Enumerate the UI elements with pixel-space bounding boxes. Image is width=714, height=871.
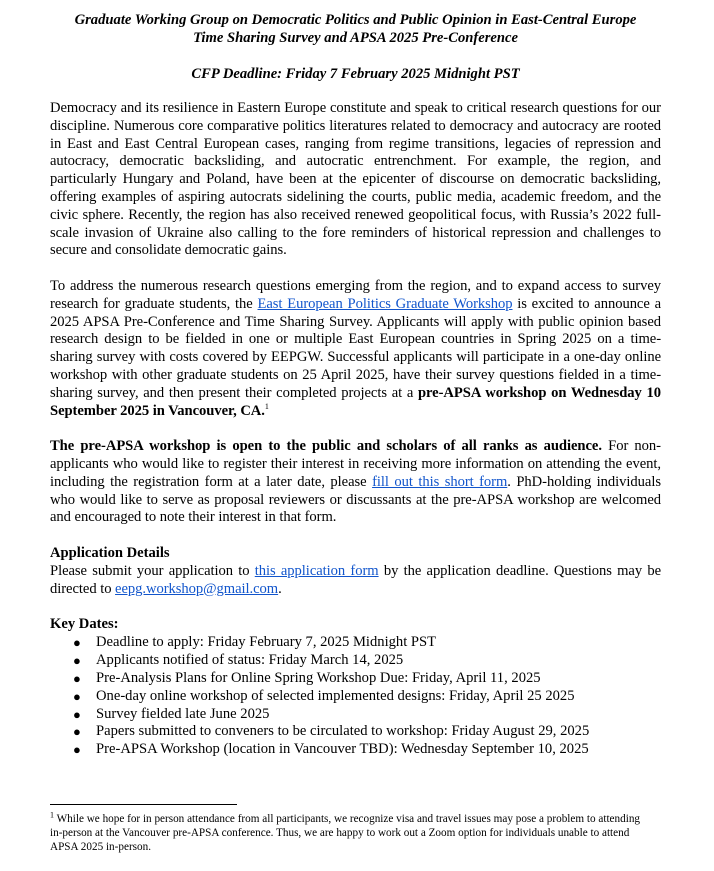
list-item	[73, 741, 661, 759]
key-date-text: Pre-Analysis Plans for Online Spring Workshop Due: Friday, April 11, 2025	[96, 669, 541, 686]
bullet-icon: ●	[73, 724, 81, 740]
application-form-link[interactable]: this application form	[254, 562, 379, 579]
bullet-icon: ●	[73, 652, 81, 668]
application-text-2: by the application deadline. Questions may be directed to	[50, 562, 661, 597]
workshop-paragraph	[50, 438, 661, 527]
footnote	[50, 812, 640, 854]
key-date-text: Papers submitted to conveners to be circulated to workshop: Friday August 29, 2025	[96, 723, 590, 740]
list-item	[73, 669, 661, 688]
eepgw-link[interactable]: East European Politics Graduate Workshop	[257, 295, 513, 312]
bullet-icon: ●	[73, 688, 81, 704]
list-item	[73, 723, 661, 741]
bullet-icon: ●	[73, 670, 81, 686]
key-date-text: Applicants notified of status: Friday March 14, 2025	[96, 651, 404, 668]
contact-email-link[interactable]: eepg.workshop@gmail.com	[115, 580, 279, 597]
key-date-text: Survey fielded late June 2025	[96, 705, 270, 722]
workshop-text-1: For non-applicants who would like to register their interest in receiving more information on attending the event, including the registration form at a later date, please	[50, 438, 661, 490]
announcement-paragraph	[50, 278, 661, 420]
list-item	[73, 705, 661, 724]
announcement-text-1: To address the numerous research questions emerging from the region, and to expand access to survey research for graduate students, the	[50, 277, 661, 312]
bullet-icon: ●	[73, 634, 81, 650]
announcement-text-2: is excited to announce a 2025 APSA Pre-Conference and Time Sharing Survey. Applicants will apply with public opinion based research design to be fielded in one or multiple East European countries in Spring 2025 on a time-sharing survey with costs covered by EEPGW. Successful applicants will participate in a one-day online workshop with other graduate students on 25 April 2025, have their survey questions fielded in a time-sharing survey, and then present their completed projects at a	[50, 295, 661, 401]
title-line-2: Time Sharing Survey and APSA 2025 Pre-Conference	[193, 30, 518, 46]
list-item	[73, 633, 661, 652]
title-line-1: Graduate Working Group on Democratic Politics and Public Opinion in East-Central Europe	[74, 12, 637, 28]
key-dates-heading: Key Dates:	[50, 616, 119, 633]
key-date-text: Pre-APSA Workshop (location in Vancouver TBD): Wednesday September 10, 2025	[96, 741, 589, 758]
short-form-link[interactable]: fill out this short form	[372, 473, 508, 490]
footnote-number: 1	[50, 810, 54, 820]
list-item	[73, 651, 661, 670]
page-title	[50, 11, 661, 47]
key-dates-list	[50, 634, 661, 759]
footnote-marker: 1	[264, 401, 269, 411]
document-page	[50, 11, 661, 759]
application-paragraph	[50, 563, 661, 599]
footnote-text: While we hope for in person attendance from all participants, we recognize visa and travel issues may pose a problem to attending in-person at the Vancouver pre-APSA conference. Thus, we are happy to work out a Zoom option for individuals unable to attend APSA 2025 in-person.	[50, 813, 641, 853]
cfp-deadline: CFP Deadline: Friday 7 February 2025 Midnight PST	[191, 66, 520, 82]
workshop-text-2: . PhD-holding individuals who would like to serve as proposal reviewers or discussants at the pre-APSA workshop are welcomed and encouraged to note their interest in that form.	[50, 473, 661, 526]
footnote-divider	[50, 804, 237, 805]
key-date-text: Deadline to apply: Friday February 7, 2025 Midnight PST	[96, 633, 437, 650]
application-text-3: .	[278, 580, 282, 597]
workshop-bold-lead: The pre-APSA workshop is open to the public and scholars of all ranks as audience.	[50, 438, 602, 455]
application-details-heading: Application Details	[50, 544, 170, 561]
bullet-icon: ●	[73, 706, 81, 722]
application-text-1: Please submit your application to	[50, 562, 255, 579]
intro-paragraph: Democracy and its resilience in Eastern Europe constitute and speak to critical research questions for our discipline. Numerous core comparative politics literatures related to democracy and autocracy are rooted in East and East Central European cases, ranging from regime transitions, legacies of repression and autocracy, democratic backsliding, and autocratic entrenchment. For example, the region, and particularly Hungary and Poland, have been at the epicenter of discourse on democratic backsliding, offering examples of aspiring autocrats sidelining the courts, public media, academic freedom, and the civic sphere. Recently, the region has also received renewed geopolitical focus, with Russia’s 2022 full-scale invasion of Ukraine also calling to the fore reminders of historical repression and challenges to secure and consolidate democratic gains.	[50, 100, 661, 259]
list-item	[73, 687, 661, 706]
bullet-icon: ●	[73, 742, 81, 758]
key-date-text: One-day online workshop of selected implemented designs: Friday, April 25 2025	[96, 687, 575, 704]
announcement-bold-text: pre-APSA workshop on Wednesday 10 September 2025 in Vancouver, CA.	[50, 384, 661, 419]
